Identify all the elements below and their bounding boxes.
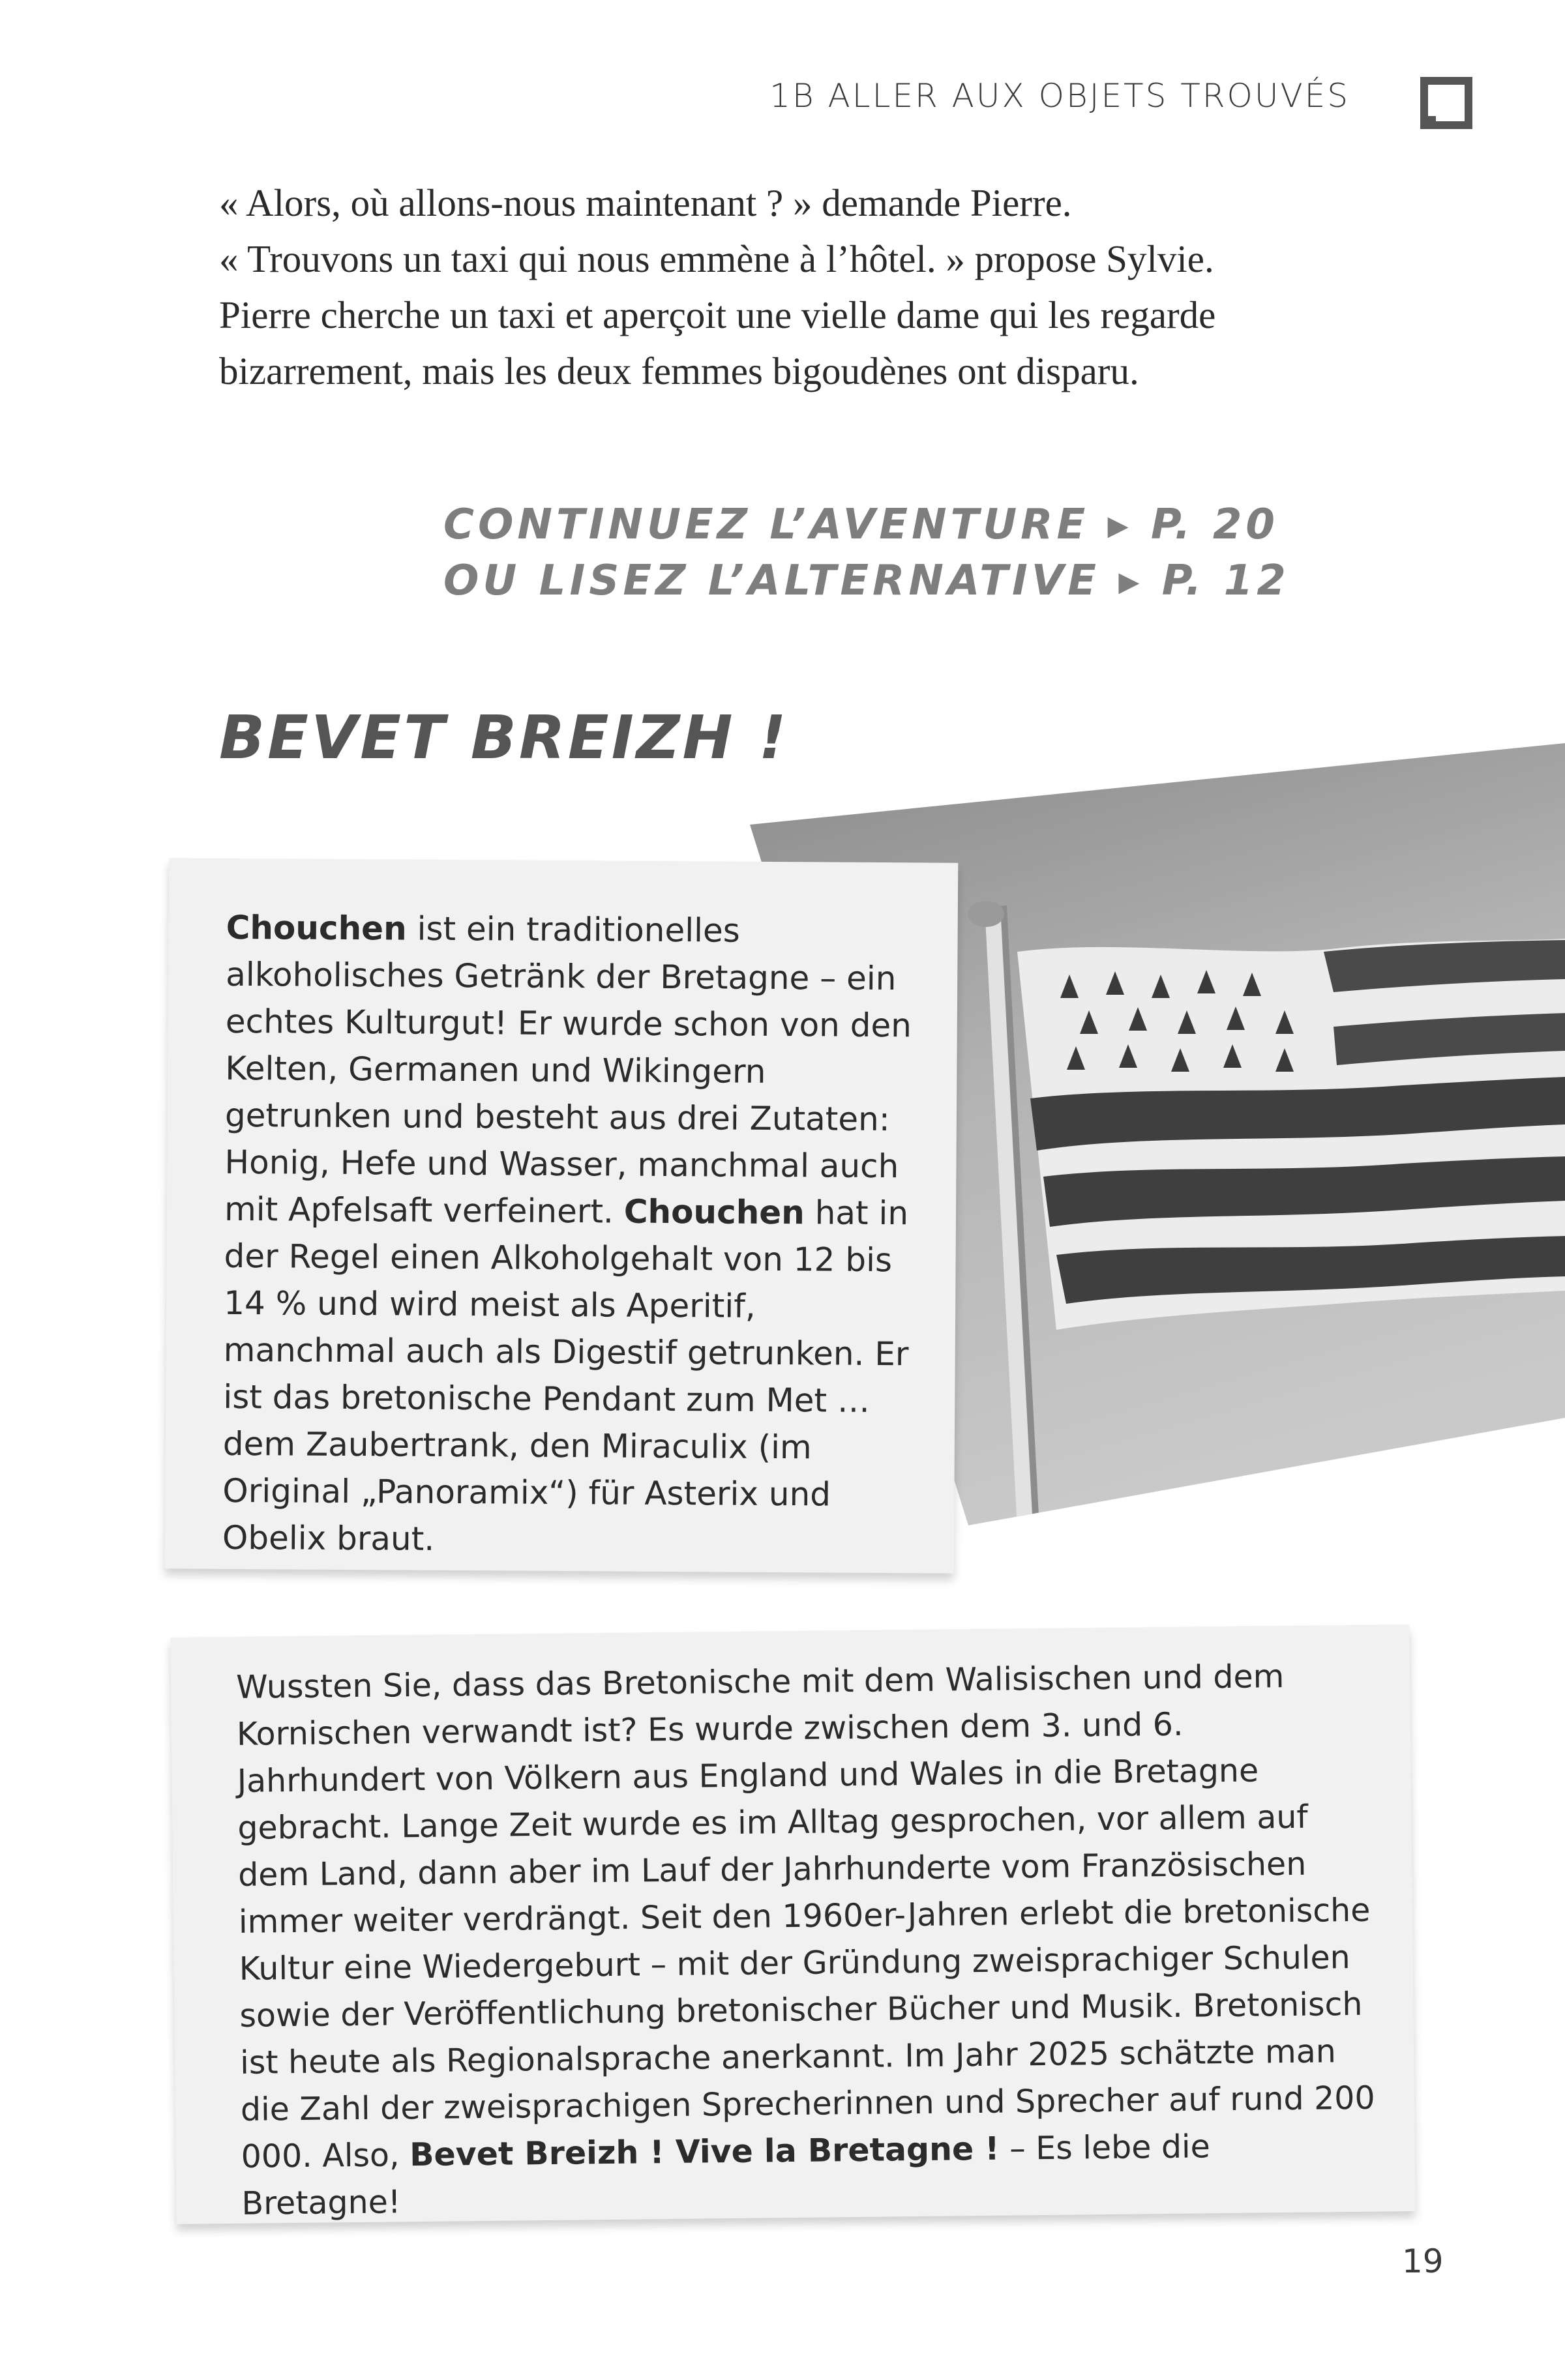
breton-text-part: – Es lebe die Bretagne! — [241, 2128, 1211, 2222]
continue-links — [443, 497, 1290, 609]
page-number: 19 — [1402, 2242, 1444, 2280]
chouchen-text-part: ist ein traditionelles alkoholisches Getränk der Bretagne – ein echtes Kulturgut! Er wurde schon von den Kelten, Germanen und Wikingern getrunken und besteht aus drei Zutaten: Honig, Hefe und Wasser, manchmal auch mit Apfelsaft verfeinert. — [224, 909, 912, 1231]
story-line: Pierre cherche un taxi et aperçoit une vielle dame qui les regarde — [219, 293, 1216, 336]
breton-language-info-box — [170, 1624, 1415, 2224]
breton-text-part: Wussten Sie, dass das Bretonische mit dem Walisischen und dem Kornischen verwandt ist? Es wurde zwischen dem 3. und 6. Jahrhundert von Völkern aus England und Wales in die Bretagne gebracht. Lange Zeit wurde es im Alltag gesprochen, vor allem auf dem Land, dann aber im Lauf der Jahrhunderte vom Französischen immer weiter verdrängt. Seit den 1960er-Jahren erlebt die bretonische Kultur eine Wiedergeburt – mit der Gründung zweisprachiger Schulen sowie der Veröffentlichung bretonischer Bücher und Musik. Bretonisch ist heute als Regionalsprache anerkannt. Im Jahr 2025 schätzte man die Zahl der zweisprachigen Sprecherinnen und Sprecher auf rund 200 000. Also, — [235, 1658, 1375, 2175]
continue-adventure-link[interactable]: CONTINUEZ L’AVENTURE ▸ P. 20 — [443, 501, 1279, 549]
alternative-link[interactable]: OU LISEZ L’ALTERNATIVE ▸ P. 12 — [443, 557, 1290, 605]
breton-slogan: Bevet Breizh ! Vive la Bretagne ! — [409, 2130, 1000, 2174]
section-title: BEVET BREIZH ! — [219, 703, 789, 772]
chapter-header: 1B ALLER AUX OBJETS TROUVÉS — [769, 77, 1350, 115]
story-line: « Alors, où allons-nous maintenant ? » demande Pierre. — [219, 181, 1072, 224]
chouchen-info-text — [222, 904, 917, 1565]
breton-language-text — [236, 1653, 1377, 2227]
chouchen-term: Chouchen — [623, 1192, 805, 1232]
chouchen-info-box — [165, 858, 959, 1573]
story-line: « Trouvons un taxi qui nous emmène à l’hôtel. » propose Sylvie. — [219, 237, 1214, 280]
chapter-marker-icon — [1420, 77, 1472, 129]
story-line: bizarrement, mais les deux femmes bigoudènes ont disparu. — [219, 349, 1139, 392]
story-text — [219, 175, 1367, 399]
chouchen-term: Chouchen — [226, 908, 407, 948]
chouchen-text-part: hat in der Regel einen Alkoholgehalt von 12 bis 14 % und wird meist als Aperitif, manchmal auch als Digestif getrunken. Er ist das bretonische Pendant zum Met … dem Zaubertrank, den Miraculix (im Original „Panoramix“) für Asterix und Obelix braut. — [222, 1194, 909, 1558]
